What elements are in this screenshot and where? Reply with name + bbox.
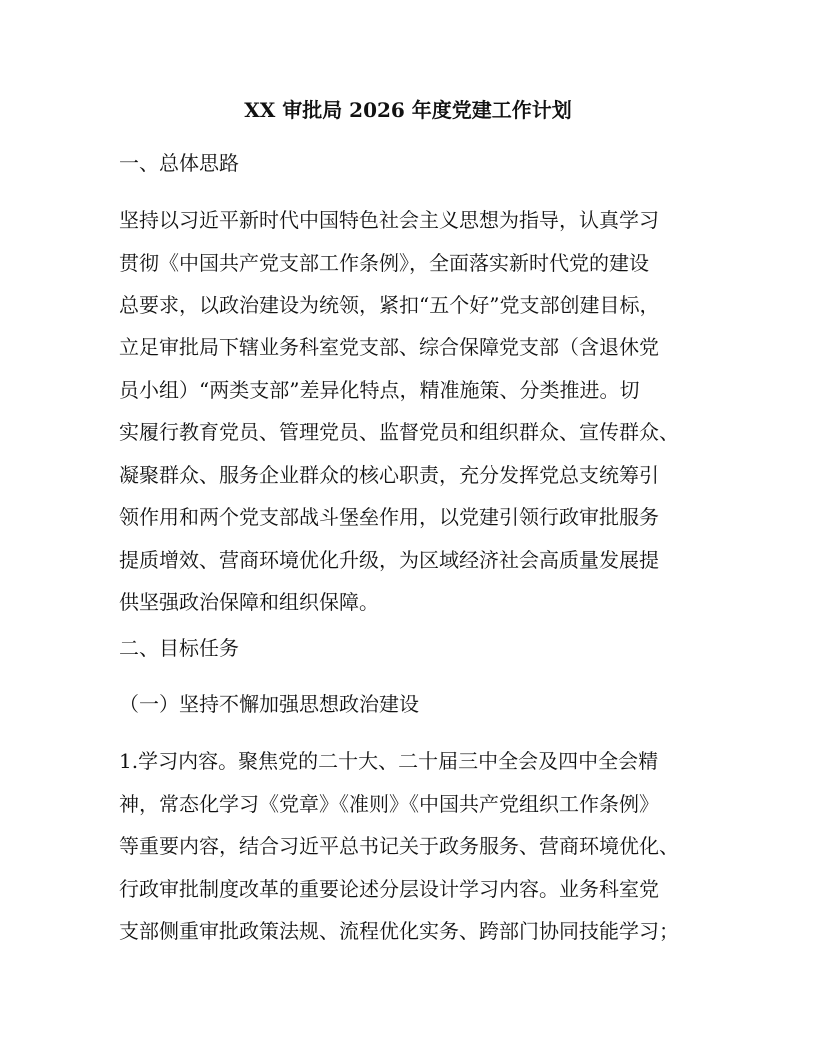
paragraph-line: 提质增效、营商环境优化升级，为区域经济社会高质量发展提 [119,548,659,572]
paragraph-line: 凝聚群众、服务企业群众的核心职责，充分发挥党总支统筹引 [119,463,659,487]
paragraph-line: 行政审批制度改革的重要论述分层设计学习内容。业务科室党 [119,877,659,901]
paragraph-line: 实履行教育党员、管理党员、监督党员和组织群众、宣传群众、 [119,420,679,444]
paragraph-line: 支部侧重审批政策法规、流程优化实务、跨部门协同技能学习； [119,919,679,943]
paragraph-line: 1.学习内容。聚焦党的二十大、二十届三中全会及四中全会精 [119,749,659,773]
paragraph-line: 员小组）“两类支部”差异化特点，精准施策、分类推进。切 [119,378,640,402]
paragraph-line: 神，常态化学习《党章》《准则》《中国共产党组织工作条例》 [119,792,659,816]
paragraph-line: 领作用和两个党支部战斗堡垒作用，以党建引领行政审批服务 [119,505,659,529]
document-title: XX 审批局 2026 年度党建工作计划 [244,98,572,122]
paragraph-line: 等重要内容，结合习近平总书记关于政务服务、营商环境优化、 [119,834,679,858]
paragraph-line: 供坚强政治保障和组织保障。 [119,590,379,614]
paragraph-line: 立足审批局下辖业务科室党支部、综合保障党支部（含退休党 [119,335,659,359]
section-heading-goals-tasks: 二、目标任务 [119,636,239,660]
section-heading-overall-approach: 一、总体思路 [119,151,239,175]
paragraph-line: 总要求，以政治建设为统领，紧扣“五个好”党支部创建目标， [119,293,660,317]
paragraph-line: 贯彻《中国共产党支部工作条例》，全面落实新时代党的建设 [119,251,649,275]
paragraph-line: 坚持以习近平新时代中国特色社会主义思想为指导，认真学习 [119,208,659,232]
subsection-heading: （一）坚持不懈加强思想政治建设 [119,692,419,716]
